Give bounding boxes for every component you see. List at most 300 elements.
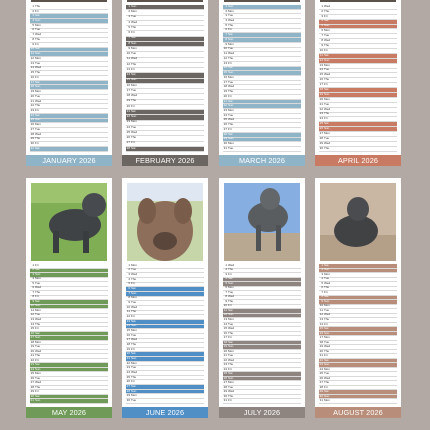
- weekday-label: Thu: [35, 136, 41, 141]
- day-number: 3: [321, 13, 323, 18]
- weekday-label: Tue: [324, 276, 330, 281]
- day-number: 2: [321, 267, 323, 272]
- weekday-label: Wed: [228, 18, 235, 23]
- day-number: 23: [223, 362, 227, 367]
- weekday-label: Mon: [324, 130, 330, 135]
- day-number: 15: [126, 328, 130, 332]
- weekday-label: Mon: [131, 360, 137, 365]
- day-number: 11: [30, 51, 34, 56]
- weekday-label: Thu: [131, 276, 137, 281]
- day-number: 24: [30, 366, 34, 371]
- weekday-label: Fri: [131, 103, 135, 108]
- day-number: 9: [225, 298, 227, 303]
- day-number: 7: [128, 35, 130, 40]
- weekday-label: Mon: [35, 276, 41, 281]
- day-number: 27: [223, 126, 227, 131]
- weekday-label: Sat: [324, 52, 329, 57]
- weekday-label: Tue: [35, 126, 41, 131]
- month-page-2: [122, 0, 208, 166]
- day-number: 23: [319, 111, 323, 116]
- day-number: 3: [32, 13, 34, 18]
- day-number: 12: [223, 55, 227, 60]
- day-number: 27: [223, 380, 227, 385]
- day-number: 11: [126, 309, 130, 314]
- day-number: 29: [223, 136, 227, 141]
- day-number: 14: [126, 72, 130, 77]
- weekday-label: Sun: [131, 388, 137, 393]
- weekday-label: Mon: [131, 262, 137, 267]
- weekday-label: Tue: [35, 344, 41, 349]
- day-number: 24: [319, 116, 323, 121]
- weekday-label: Mon: [35, 371, 41, 376]
- weekday-label: Sun: [228, 103, 234, 108]
- day-number: 17: [319, 82, 323, 87]
- day-list: [126, 5, 204, 152]
- weekday-label: Wed: [131, 56, 138, 61]
- day-number: 29: [126, 393, 130, 398]
- day-number: 5: [128, 24, 130, 29]
- weekday-label: Mon: [228, 285, 234, 290]
- weekday-label: Wed: [131, 93, 138, 98]
- weekday-label: Thu: [324, 317, 330, 321]
- day-number: 15: [319, 326, 323, 331]
- day-list: [30, 264, 108, 404]
- weekday-label: Fri: [228, 366, 232, 371]
- day-number: 23: [319, 362, 323, 367]
- weekday-label: Sun: [35, 51, 41, 56]
- day-number: 18: [223, 339, 227, 344]
- weekday-label: Fri: [228, 271, 232, 276]
- weekday-label: Tue: [35, 375, 41, 380]
- day-number: 1: [225, 3, 227, 8]
- weekday-label: Mon: [131, 295, 137, 300]
- day-number: 19: [319, 344, 323, 349]
- day-number: 28: [126, 145, 130, 150]
- day-number: 24: [126, 124, 130, 129]
- weekday-label: Thu: [228, 330, 234, 335]
- weekday-label: Sun: [228, 375, 234, 380]
- day-number: 16: [319, 330, 323, 335]
- day-number: 3: [128, 14, 130, 19]
- weekday-label: Thu: [35, 70, 41, 75]
- weekday-label: Thu: [324, 42, 330, 47]
- weekday-label: Sun: [228, 3, 234, 8]
- weekday-label: Sat: [35, 362, 40, 367]
- weekday-label: Mon: [228, 141, 234, 146]
- weekday-label: Wed: [35, 131, 42, 136]
- weekday-label: Wed: [35, 380, 42, 385]
- day-number: 30: [126, 397, 130, 402]
- weekday-label: Sat: [324, 357, 329, 362]
- weekday-label: Mon: [35, 89, 41, 94]
- weekday-label: Fri: [324, 13, 328, 18]
- weekday-label: Thu: [324, 8, 330, 13]
- day-number: 2: [321, 8, 323, 13]
- day-number: 29: [319, 389, 323, 394]
- month-title: AUGUST 2026: [315, 407, 401, 418]
- weekday-label: Mon: [324, 62, 330, 67]
- weekday-label: Fri: [35, 357, 39, 362]
- day-number: 27: [319, 380, 323, 385]
- day-number: 10: [319, 303, 323, 308]
- day-number: 27: [30, 126, 34, 131]
- day-number: 15: [319, 72, 323, 77]
- weekday-label: Sun: [35, 117, 41, 122]
- weekday-label: Fri: [35, 41, 39, 46]
- day-number: 15: [223, 326, 227, 331]
- weekday-label: Mon: [35, 307, 41, 312]
- day-number: 14: [223, 321, 227, 326]
- weekday-label: Tue: [324, 135, 330, 140]
- weekday-label: Tue: [131, 397, 137, 402]
- month-page-3: [219, 0, 305, 166]
- weekday-label: Tue: [228, 384, 234, 389]
- weekday-label: Tue: [324, 33, 330, 38]
- day-number: 17: [223, 335, 227, 340]
- weekday-label: Mon: [324, 335, 330, 340]
- month-title: MARCH 2026: [219, 155, 305, 166]
- weekday-label: Tue: [228, 353, 234, 358]
- weekday-label: Wed: [324, 3, 331, 8]
- weekday-label: Wed: [35, 32, 42, 37]
- day-number: 1: [321, 3, 323, 8]
- day-number: 20: [30, 348, 34, 353]
- weekday-label: Mon: [324, 398, 330, 403]
- weekday-label: Fri: [324, 289, 328, 294]
- weekday-label: Fri: [35, 326, 39, 331]
- day-number: 8: [32, 294, 34, 299]
- day-number: 6: [32, 285, 34, 290]
- day-number: 22: [126, 114, 130, 119]
- weekday-label: Mon: [35, 22, 41, 27]
- day-number: 11: [319, 52, 323, 57]
- day-number: 20: [319, 348, 323, 353]
- day-number: 4: [321, 18, 323, 23]
- day-number: 4: [128, 19, 130, 24]
- day-number: 10: [126, 304, 130, 309]
- weekday-label: Fri: [228, 303, 232, 308]
- day-number: 10: [223, 46, 227, 51]
- weekday-label: Fri: [131, 314, 135, 319]
- day-number: 8: [128, 295, 130, 300]
- weekday-label: Wed: [324, 312, 331, 317]
- dog-photo: [320, 183, 396, 261]
- weekday-label: Fri: [324, 384, 328, 389]
- day-number: 7: [225, 32, 227, 37]
- weekday-label: Mon: [131, 82, 137, 87]
- day-number: 4: [225, 276, 227, 281]
- day-number: 8: [321, 38, 323, 43]
- weekday-label: Mon: [228, 348, 234, 353]
- day-number: 28: [319, 135, 323, 140]
- day-number: 14: [223, 65, 227, 70]
- weekday-label: Tue: [324, 371, 330, 376]
- weekday-label: Tue: [35, 93, 41, 98]
- weekday-label: Sat: [324, 262, 329, 267]
- day-number: 25: [319, 121, 323, 126]
- day-number: 1: [128, 3, 130, 8]
- weekday-label: Thu: [35, 103, 41, 108]
- weekday-label: Fri: [324, 47, 328, 52]
- day-number: 19: [223, 344, 227, 349]
- day-number: 11: [30, 307, 34, 312]
- day-number: 2: [128, 267, 130, 272]
- weekday-label: Sat: [35, 330, 40, 335]
- weekday-label: Fri: [35, 262, 39, 267]
- day-number: 20: [319, 96, 323, 101]
- weekday-label: Sun: [35, 18, 41, 23]
- weekday-label: Tue: [131, 124, 137, 129]
- weekday-label: Sat: [324, 18, 329, 23]
- day-number: 29: [319, 140, 323, 145]
- weekday-label: Mon: [131, 328, 137, 332]
- day-number: 22: [30, 103, 34, 108]
- weekday-label: Mon: [324, 366, 330, 371]
- weekday-label: Sat: [35, 46, 40, 51]
- weekday-label: Sat: [324, 326, 329, 331]
- day-number: 30: [319, 393, 323, 398]
- weekday-label: Sat: [35, 267, 40, 272]
- weekday-label: Wed: [228, 262, 235, 267]
- day-list: [223, 264, 301, 404]
- weekday-label: Wed: [35, 65, 42, 70]
- day-number: 9: [321, 298, 323, 303]
- day-number: 28: [126, 388, 130, 393]
- weekday-label: Sun: [324, 91, 330, 96]
- weekday-label: Mon: [131, 119, 137, 124]
- day-number: 20: [223, 93, 227, 98]
- dog-photo: [127, 183, 203, 261]
- day-number: 24: [223, 112, 227, 117]
- day-number: 1: [321, 262, 323, 267]
- weekday-label: Wed: [324, 106, 331, 111]
- weekday-label: Mon: [35, 55, 41, 60]
- weekday-label: Thu: [324, 145, 330, 150]
- day-number: 17: [30, 335, 34, 340]
- weekday-label: Mon: [35, 122, 41, 127]
- day-number: 16: [223, 330, 227, 335]
- weekday-label: Sun: [131, 323, 137, 328]
- day-number: 13: [30, 317, 34, 321]
- weekday-label: Thu: [228, 22, 234, 27]
- day-number: 20: [126, 103, 130, 108]
- day-number: 21: [223, 98, 227, 103]
- day-number: 18: [319, 86, 323, 91]
- day-number: 22: [319, 357, 323, 362]
- day-number: 29: [30, 389, 34, 394]
- weekday-label: Wed: [35, 98, 42, 103]
- weekday-label: Mon: [228, 74, 234, 79]
- weekday-label: Mon: [228, 380, 234, 385]
- day-number: 28: [223, 131, 227, 136]
- weekday-label: Fri: [131, 346, 135, 351]
- weekday-label: Thu: [35, 353, 41, 358]
- day-number: 26: [126, 379, 130, 384]
- weekday-label: Thu: [324, 348, 330, 353]
- weekday-label: Fri: [131, 66, 135, 71]
- weekday-label: Thu: [35, 3, 41, 8]
- weekday-label: Mon: [228, 41, 234, 46]
- day-number: 13: [319, 317, 323, 321]
- day-number: 7: [32, 32, 34, 37]
- weekday-label: Thu: [131, 341, 137, 346]
- weekday-label: Fri: [228, 335, 232, 340]
- weekday-label: Wed: [324, 344, 331, 349]
- month-page-1: [26, 0, 112, 166]
- weekday-label: Sun: [228, 136, 234, 141]
- day-list: [319, 264, 397, 404]
- dog-photo: [31, 183, 107, 261]
- weekday-label: Wed: [228, 117, 235, 122]
- weekday-label: Thu: [35, 289, 41, 294]
- day-number: 26: [30, 122, 34, 127]
- day-number: 9: [32, 298, 34, 303]
- weekday-label: Fri: [324, 353, 328, 358]
- month-title: APRIL 2026: [315, 155, 401, 166]
- day-number: 2: [128, 9, 130, 14]
- weekday-label: Sun: [324, 362, 330, 367]
- day-number: 6: [225, 285, 227, 290]
- day-number: 24: [30, 112, 34, 117]
- day-number: 4: [32, 18, 34, 23]
- day-number: 28: [223, 384, 227, 389]
- weekday-label: Sat: [35, 145, 40, 150]
- day-number: 9: [321, 42, 323, 47]
- day-number: 12: [223, 312, 227, 317]
- weekday-label: Tue: [131, 87, 137, 92]
- weekday-label: Thu: [131, 309, 137, 314]
- weekday-label: Sun: [131, 290, 137, 295]
- day-number: 30: [30, 393, 34, 398]
- day-number: 25: [126, 129, 130, 134]
- weekday-label: Wed: [324, 280, 331, 285]
- weekday-label: Tue: [228, 112, 234, 117]
- weekday-label: Wed: [324, 375, 331, 380]
- weekday-label: Thu: [228, 89, 234, 94]
- weekday-label: Thu: [35, 36, 41, 41]
- day-list: [30, 5, 108, 152]
- weekday-label: Tue: [131, 14, 137, 19]
- weekday-label: Wed: [228, 326, 235, 331]
- weekday-label: Thu: [228, 298, 234, 303]
- day-number: 9: [32, 41, 34, 46]
- day-number: 3: [32, 271, 34, 276]
- day-number: 25: [30, 371, 34, 376]
- weekday-label: Fri: [35, 294, 39, 299]
- weekday-label: Sun: [228, 344, 234, 349]
- day-row: [126, 399, 204, 404]
- weekday-label: Tue: [35, 280, 41, 285]
- weekday-label: Thu: [228, 267, 234, 272]
- day-number: 7: [321, 33, 323, 38]
- day-number: 20: [126, 351, 130, 356]
- weekday-label: Thu: [131, 135, 137, 140]
- month-page-5: [26, 178, 112, 418]
- weekday-label: Sat: [131, 108, 136, 113]
- day-number: 15: [126, 77, 130, 82]
- weekday-label: Sun: [324, 267, 330, 272]
- weekday-label: Sat: [324, 294, 329, 299]
- day-number: 11: [223, 307, 227, 312]
- month-title: JUNE 2026: [122, 407, 208, 418]
- day-number: 31: [223, 145, 227, 150]
- day-number: 10: [30, 303, 34, 308]
- day-row: [319, 399, 397, 404]
- day-number: 16: [126, 82, 130, 87]
- weekday-label: Sun: [35, 335, 41, 340]
- day-number: 7: [128, 290, 130, 295]
- month-page-6: [122, 178, 208, 418]
- day-row: [223, 399, 301, 404]
- day-number: 3: [225, 271, 227, 276]
- day-number: 19: [126, 346, 130, 351]
- weekday-label: Thu: [228, 122, 234, 127]
- day-number: 21: [319, 101, 323, 106]
- day-number: 19: [223, 89, 227, 94]
- weekday-label: Sat: [131, 286, 136, 291]
- day-number: 3: [225, 13, 227, 18]
- day-number: 31: [319, 398, 323, 403]
- day-number: 14: [30, 321, 34, 326]
- weekday-label: Thu: [228, 393, 234, 398]
- weekday-label: Sat: [35, 393, 40, 398]
- weekday-label: Thu: [131, 24, 137, 29]
- weekday-label: Tue: [35, 27, 41, 32]
- day-number: 2: [32, 267, 34, 272]
- weekday-label: Sat: [131, 35, 136, 40]
- day-number: 16: [223, 74, 227, 79]
- day-number: 11: [319, 307, 323, 312]
- day-number: 9: [225, 41, 227, 46]
- day-number: 10: [319, 47, 323, 52]
- weekday-label: Tue: [35, 60, 41, 65]
- day-list: [126, 264, 204, 404]
- weekday-label: Mon: [131, 9, 137, 14]
- day-number: 13: [319, 62, 323, 67]
- weekday-label: Wed: [35, 317, 42, 321]
- day-list: [223, 5, 301, 152]
- weekday-label: Sat: [131, 383, 136, 388]
- day-number: 19: [30, 344, 34, 349]
- day-number: 7: [321, 289, 323, 294]
- day-number: 9: [128, 45, 130, 50]
- day-number: 22: [126, 360, 130, 365]
- day-number: 26: [319, 375, 323, 380]
- day-number: 14: [126, 323, 130, 328]
- day-number: 21: [126, 355, 130, 360]
- day-row: [126, 147, 204, 152]
- day-number: 30: [223, 393, 227, 398]
- weekday-label: Thu: [35, 384, 41, 389]
- day-row: [30, 399, 108, 404]
- weekday-label: Thu: [324, 285, 330, 290]
- weekday-label: Sun: [228, 70, 234, 75]
- weekday-label: Tue: [131, 332, 137, 337]
- day-number: 19: [126, 98, 130, 103]
- day-number: 31: [30, 145, 34, 150]
- day-number: 26: [319, 126, 323, 131]
- weekday-label: Wed: [35, 348, 42, 353]
- weekday-label: Sun: [324, 393, 330, 398]
- month-title: FEBRUARY 2026: [122, 155, 208, 166]
- weekday-label: Mon: [228, 107, 234, 112]
- weekday-label: Sun: [324, 57, 330, 62]
- day-number: 10: [126, 51, 130, 56]
- day-number: 26: [223, 375, 227, 380]
- day-number: 1: [128, 262, 130, 267]
- day-number: 2: [32, 8, 34, 13]
- dog-photo: [320, 0, 396, 2]
